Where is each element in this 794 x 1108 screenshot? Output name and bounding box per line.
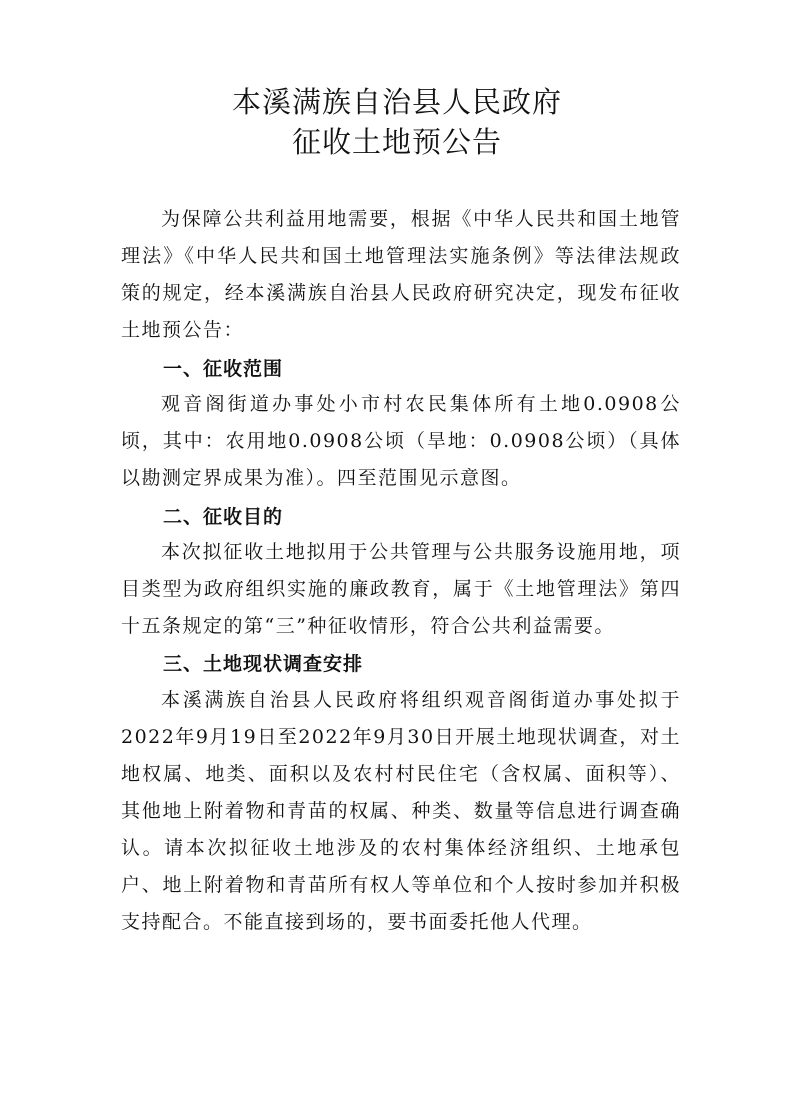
document-title-line-2: 征收土地预公告: [291, 125, 502, 159]
intro-paragraph: 为保障公共利益用地需要，根据《中华人民共和国土地管理法》《中华人民共和国土地管理法实施条例》等法律法规政策的规定，经本溪满族自治县人民政府研究决定，现发布征收土地预公告：: [121, 208, 681, 341]
section-heading-survey: 三、土地现状调查安排: [163, 653, 364, 675]
section-body-survey: 本溪满族自治县人民政府将组织观音阁街道办事处拟于2022年9月19日至2022年9月30日开展土地现状调查，对土地权属、地类、面积以及农村村民住宅（含权属、面积等）、其他地上附着物和青苗的权属、种类、数量等信息进行调查确认。请本次拟征收土地涉及的农村集体经济组织、土地承包户、地上附着物和青苗所有权人等单位和个人按时参加并积极支持配合。不能直接到场的，要书面委托他人代理。: [121, 689, 681, 933]
section-body-purpose: 本次拟征收土地拟用于公共管理与公共服务设施用地，项目类型为政府组织实施的廉政教育，属于《土地管理法》第四十五条规定的第“三”种征收情形，符合公共利益需要。: [121, 541, 681, 637]
document-title-line-1: 本溪满族自治县人民政府: [231, 85, 562, 119]
section-heading-scope: 一、征收范围: [163, 358, 284, 380]
section-body-scope: 观音阁街道办事处小市村农民集体所有土地0.0908公顷，其中：农用地0.0908公顷（旱地：0.0908公顷）（具体以勘测定界成果为准）。四至范围见示意图。: [121, 393, 681, 489]
section-heading-purpose: 二、征收目的: [163, 506, 284, 528]
